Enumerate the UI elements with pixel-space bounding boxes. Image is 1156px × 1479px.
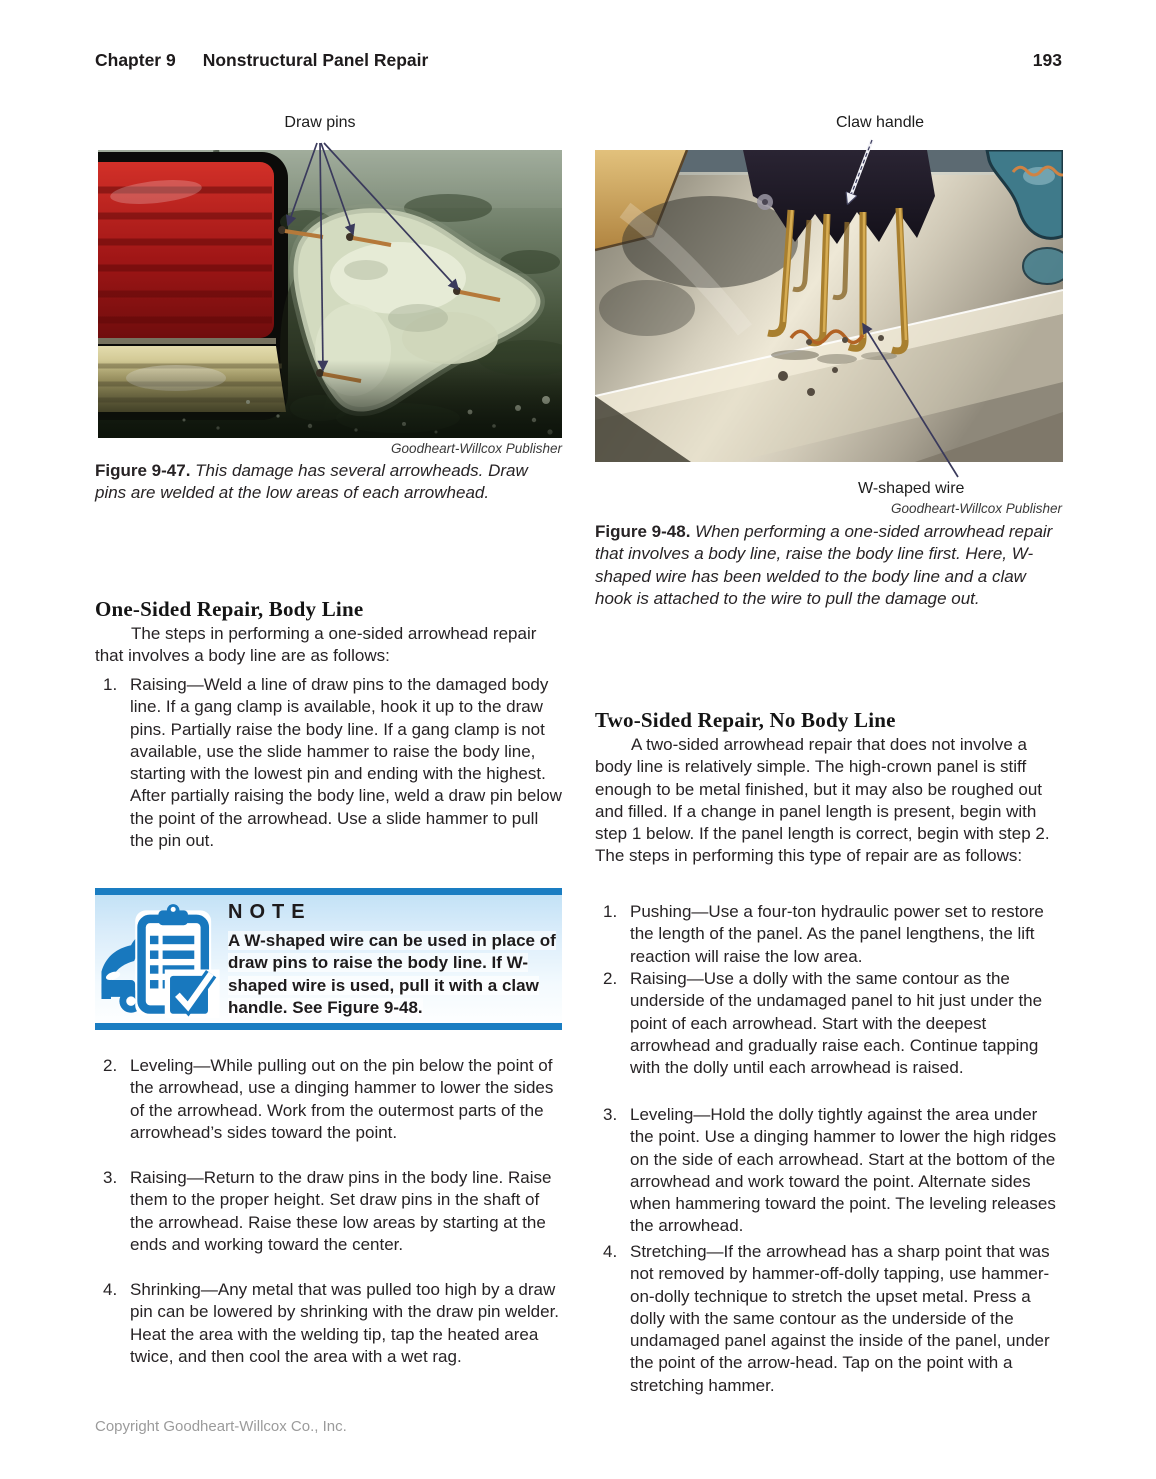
note-bottom-bar: [95, 1023, 562, 1030]
claw-handle-callout-label: Claw handle: [836, 114, 925, 131]
step-text: Leveling—Hold the dolly tightly against the area under the point. Use a dinging hammer to lower the high ridges on the side of each arrowhead. Start at the bottom of the arrowhead and work toward the point. Alternate sides when hammering toward the point. The leveling releases the arrowhead.: [630, 1105, 1057, 1236]
step-text: Raising—Use a dolly with the same contour as the underside of the undamaged panel to hit just under the point of each arrowhead. Start with the deepest arrowhead and gradually raise each. Continue tapping with the dolly until each arrowhead is raised.: [630, 969, 1043, 1078]
step-number: 4.: [103, 1280, 118, 1299]
fig48-caption-text: When performing a one-sided arrowhead repair that involves a body line, raise the body line first. Here, W-shaped wire has been welded to the body line and a claw hook is attached to the wire to pull the damage out.: [595, 522, 1053, 608]
fig47-caption-label: Figure 9-47.: [95, 461, 191, 480]
step-item: [595, 968, 1062, 1079]
chapter-title: Nonstructural Panel Repair: [202, 50, 429, 70]
damage-photo-art: [98, 150, 562, 438]
copyright-footer: Copyright Goodheart-Willcox Co., Inc.: [95, 1418, 347, 1435]
step-text: Stretching—If the arrowhead has a sharp point that was not removed by hammer-off-dolly tapping, use hammer-on-dolly technique to stretch the upset metal. Press a dolly with the same contour as the underside of the undamaged panel against the inside of the panel, under the point of the arrow-head. Tap on the point with a stretching hammer.: [630, 1242, 1050, 1395]
draw-pins-callout-label: Draw pins: [284, 114, 356, 131]
step-item: [95, 1279, 562, 1368]
step-item: [595, 1104, 1062, 1238]
fig48-caption-label: Figure 9-48.: [595, 522, 691, 541]
one-sided-heading: One-Sided Repair, Body Line: [95, 597, 364, 621]
step-item: [595, 1241, 1062, 1397]
page-number: 193: [1032, 50, 1062, 70]
step-number: 3.: [103, 1168, 118, 1187]
fig47-caption: [95, 460, 562, 505]
step-number: 4.: [603, 1242, 618, 1261]
note-top-bar: [95, 888, 562, 895]
note-title: NOTE: [228, 901, 312, 923]
one-sided-intro: The steps in performing a one-sided arrowhead repair that involves a body line are as follows:: [95, 624, 537, 666]
claw-tool-photo-art: [595, 150, 1063, 462]
step-item: [95, 674, 562, 852]
chapter-number: Chapter 9: [95, 50, 176, 70]
fig48-photo-credit: Goodheart-Willcox Publisher: [891, 501, 1062, 516]
w-shaped-wire-callout-label: W-shaped wire: [858, 480, 965, 497]
note-text: A W-shaped wire can be used in place of draw pins to raise the body line. If W-shaped wire is used, pull it with a claw handle. See Figure 9-48.: [228, 931, 556, 1017]
two-sided-intro: A two-sided arrowhead repair that does not involve a body line is relatively simple. The high-crown panel is stiff enough to be metal finished, but it may also be roughed out and filled. If a change in panel length is present, begin with step 1 below. If the panel length is correct, begin with step 2. The steps in performing this type of repair are as follows:: [595, 735, 1050, 866]
step-text: Leveling—While pulling out on the pin below the point of the arrowhead, use a dinging hammer to lower the sides of the arrowhead. Work from the outermost parts of the arrowhead’s sides toward the point.: [130, 1056, 554, 1142]
step-number: 2.: [103, 1056, 118, 1075]
fig48-caption: [595, 521, 1062, 610]
step-text: Raising—Return to the draw pins in the body line. Raise them to the proper height. Set draw pins in the shaft of the arrowhead. Raise these low areas by starting at the ends and working toward the center.: [130, 1168, 552, 1254]
step-text: Pushing—Use a four-ton hydraulic power set to restore the length of the panel. As the panel lengthens, the lift reaction will raise the low area.: [630, 902, 1044, 966]
two-sided-heading: Two-Sided Repair, No Body Line: [595, 708, 896, 732]
fig47-photo-credit: Goodheart-Willcox Publisher: [391, 441, 562, 456]
note-car-clipboard-icon: [99, 902, 221, 1018]
step-number: 2.: [603, 969, 618, 988]
page-header: [95, 50, 428, 71]
step-text: Shrinking—Any metal that was pulled too high by a draw pin can be lowered by shrinking with the draw pin welder. Heat the area with the welding tip, tap the heated area twice, and then cool the area with a wet rag.: [130, 1280, 560, 1366]
step-text: Raising—Weld a line of draw pins to the damaged body line. If a gang clamp is available, hook it up to the draw pins. Partially raise the body line. If a gang clamp is not available, use the slide hammer to raise the body line, starting with the lowest pin and ending with the highest. After partially raising the body line, weld a draw pin below the point of the arrowhead. Use a slide hammer to pull the pin out.: [130, 675, 562, 851]
note-box: [95, 888, 562, 1030]
step-item: [95, 1167, 562, 1256]
step-number: 1.: [603, 902, 618, 921]
claw-tool-photo: [595, 150, 1063, 462]
fig47-caption-text: This damage has several arrowheads. Draw pins are welded at the low areas of each arrowhead.: [95, 461, 528, 503]
step-item: [95, 1055, 562, 1144]
step-number: 3.: [603, 1105, 618, 1124]
step-number: 1.: [103, 675, 118, 694]
damage-photo: [98, 150, 562, 438]
step-item: [595, 901, 1062, 968]
